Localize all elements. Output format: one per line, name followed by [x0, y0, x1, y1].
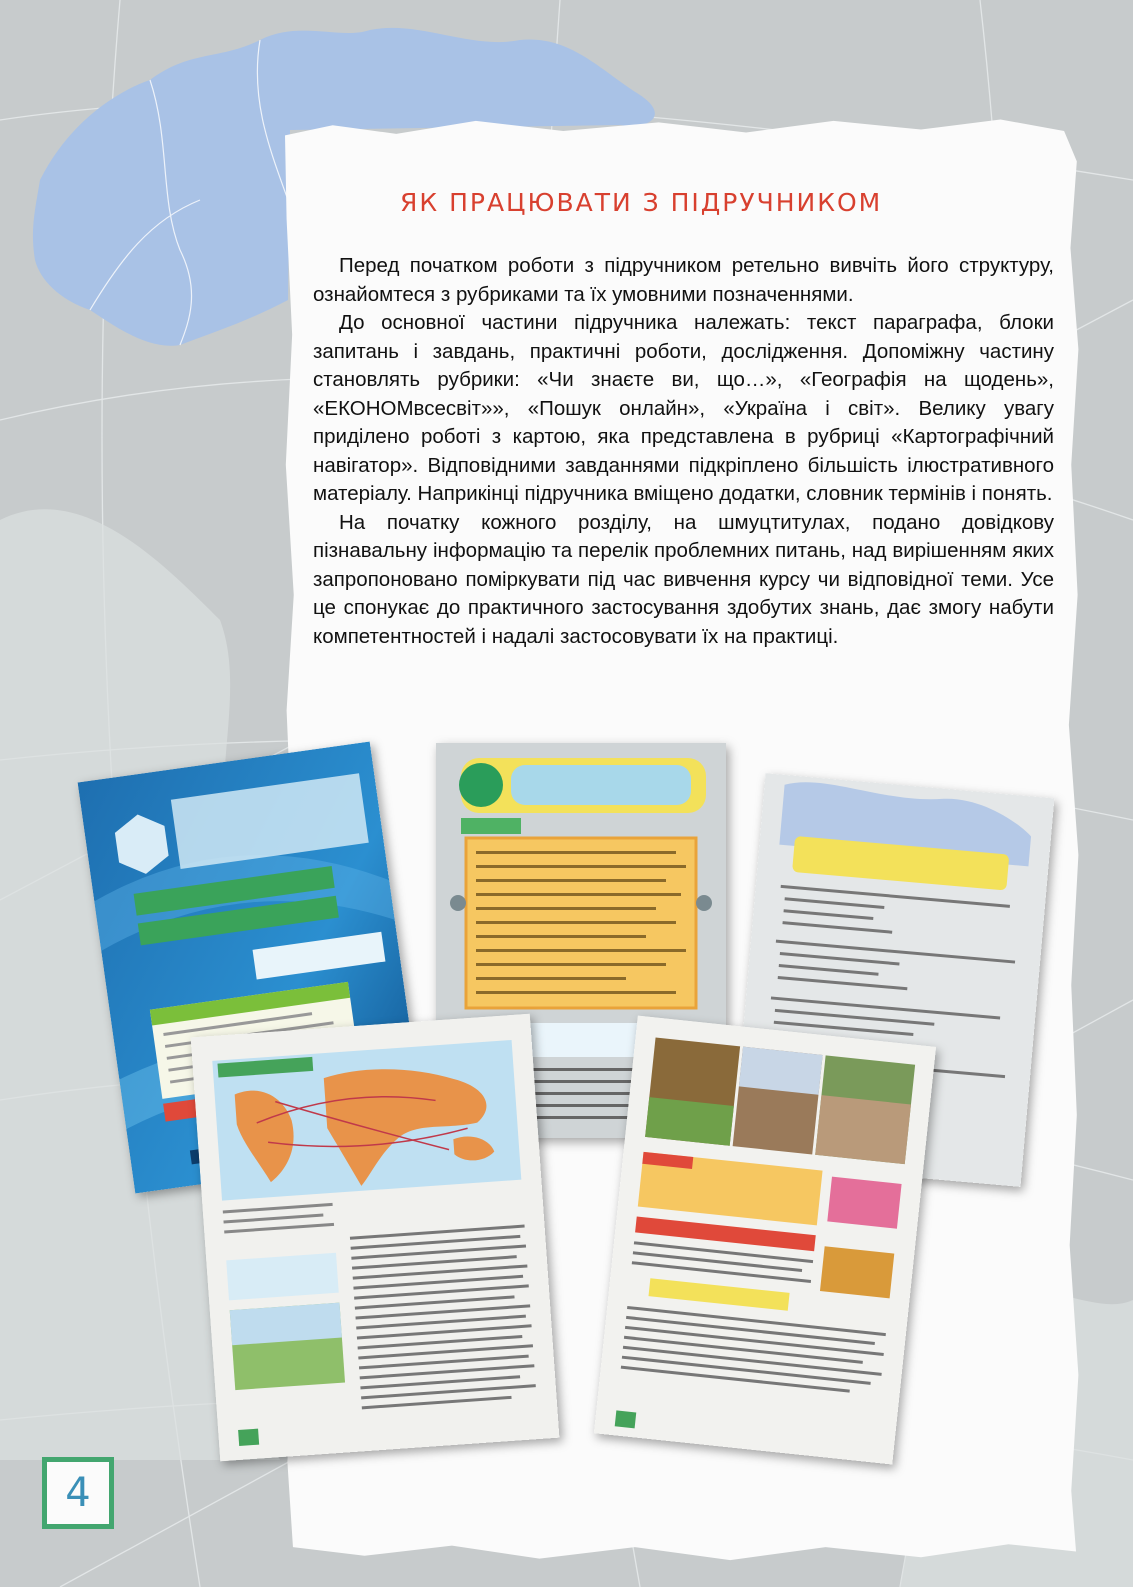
- paragraph-2: До основної частини підручника належать: текст параграфа, блоки запитань і завдань, практичні роботи, дослідження. Допоміжну частину становлять рубрики: «Чи знаєте ви, що…», «Географія на щодень», «ЕКОНОМвсесвіт»», «Пошук онлайн», «Україна і світ». Велику увагу приділено роботі з картою, яка представлена в рубриці «Картографічний навігатор». Відповідними завданнями підкріплено більшість ілюстративного матеріалу. Наприкінці підручника вміщено додатки, словник термінів і понять.: [313, 311, 1054, 505]
- intro-text: [313, 252, 1054, 651]
- thumbnail-photo-page: [594, 1015, 936, 1464]
- thumbnail-map-page: [191, 1014, 560, 1462]
- page-title: ЯК ПРАЦЮВАТИ З ПІДРУЧНИКОМ: [400, 188, 883, 217]
- paragraph-3: На початку кожного розділу, на шмуцтитулах, подано довідкову пізнавальну інформацію та перелік проблемних питань, над вирішенням яких запропоновано поміркувати під час вивчення курсу чи відповідної теми. Усе це спонукає до практичного застосування здобутих знань, дає змогу набути компетентностей і надалі застосовувати їх на практиці.: [313, 510, 1054, 648]
- page-number: 4: [65, 1470, 91, 1516]
- paragraph-1: Перед початком роботи з підручником ретельно вивчіть його структуру, ознайомтеся з рубриками та їх умовними позначеннями.: [313, 254, 1054, 306]
- page-number-box: [42, 1457, 114, 1529]
